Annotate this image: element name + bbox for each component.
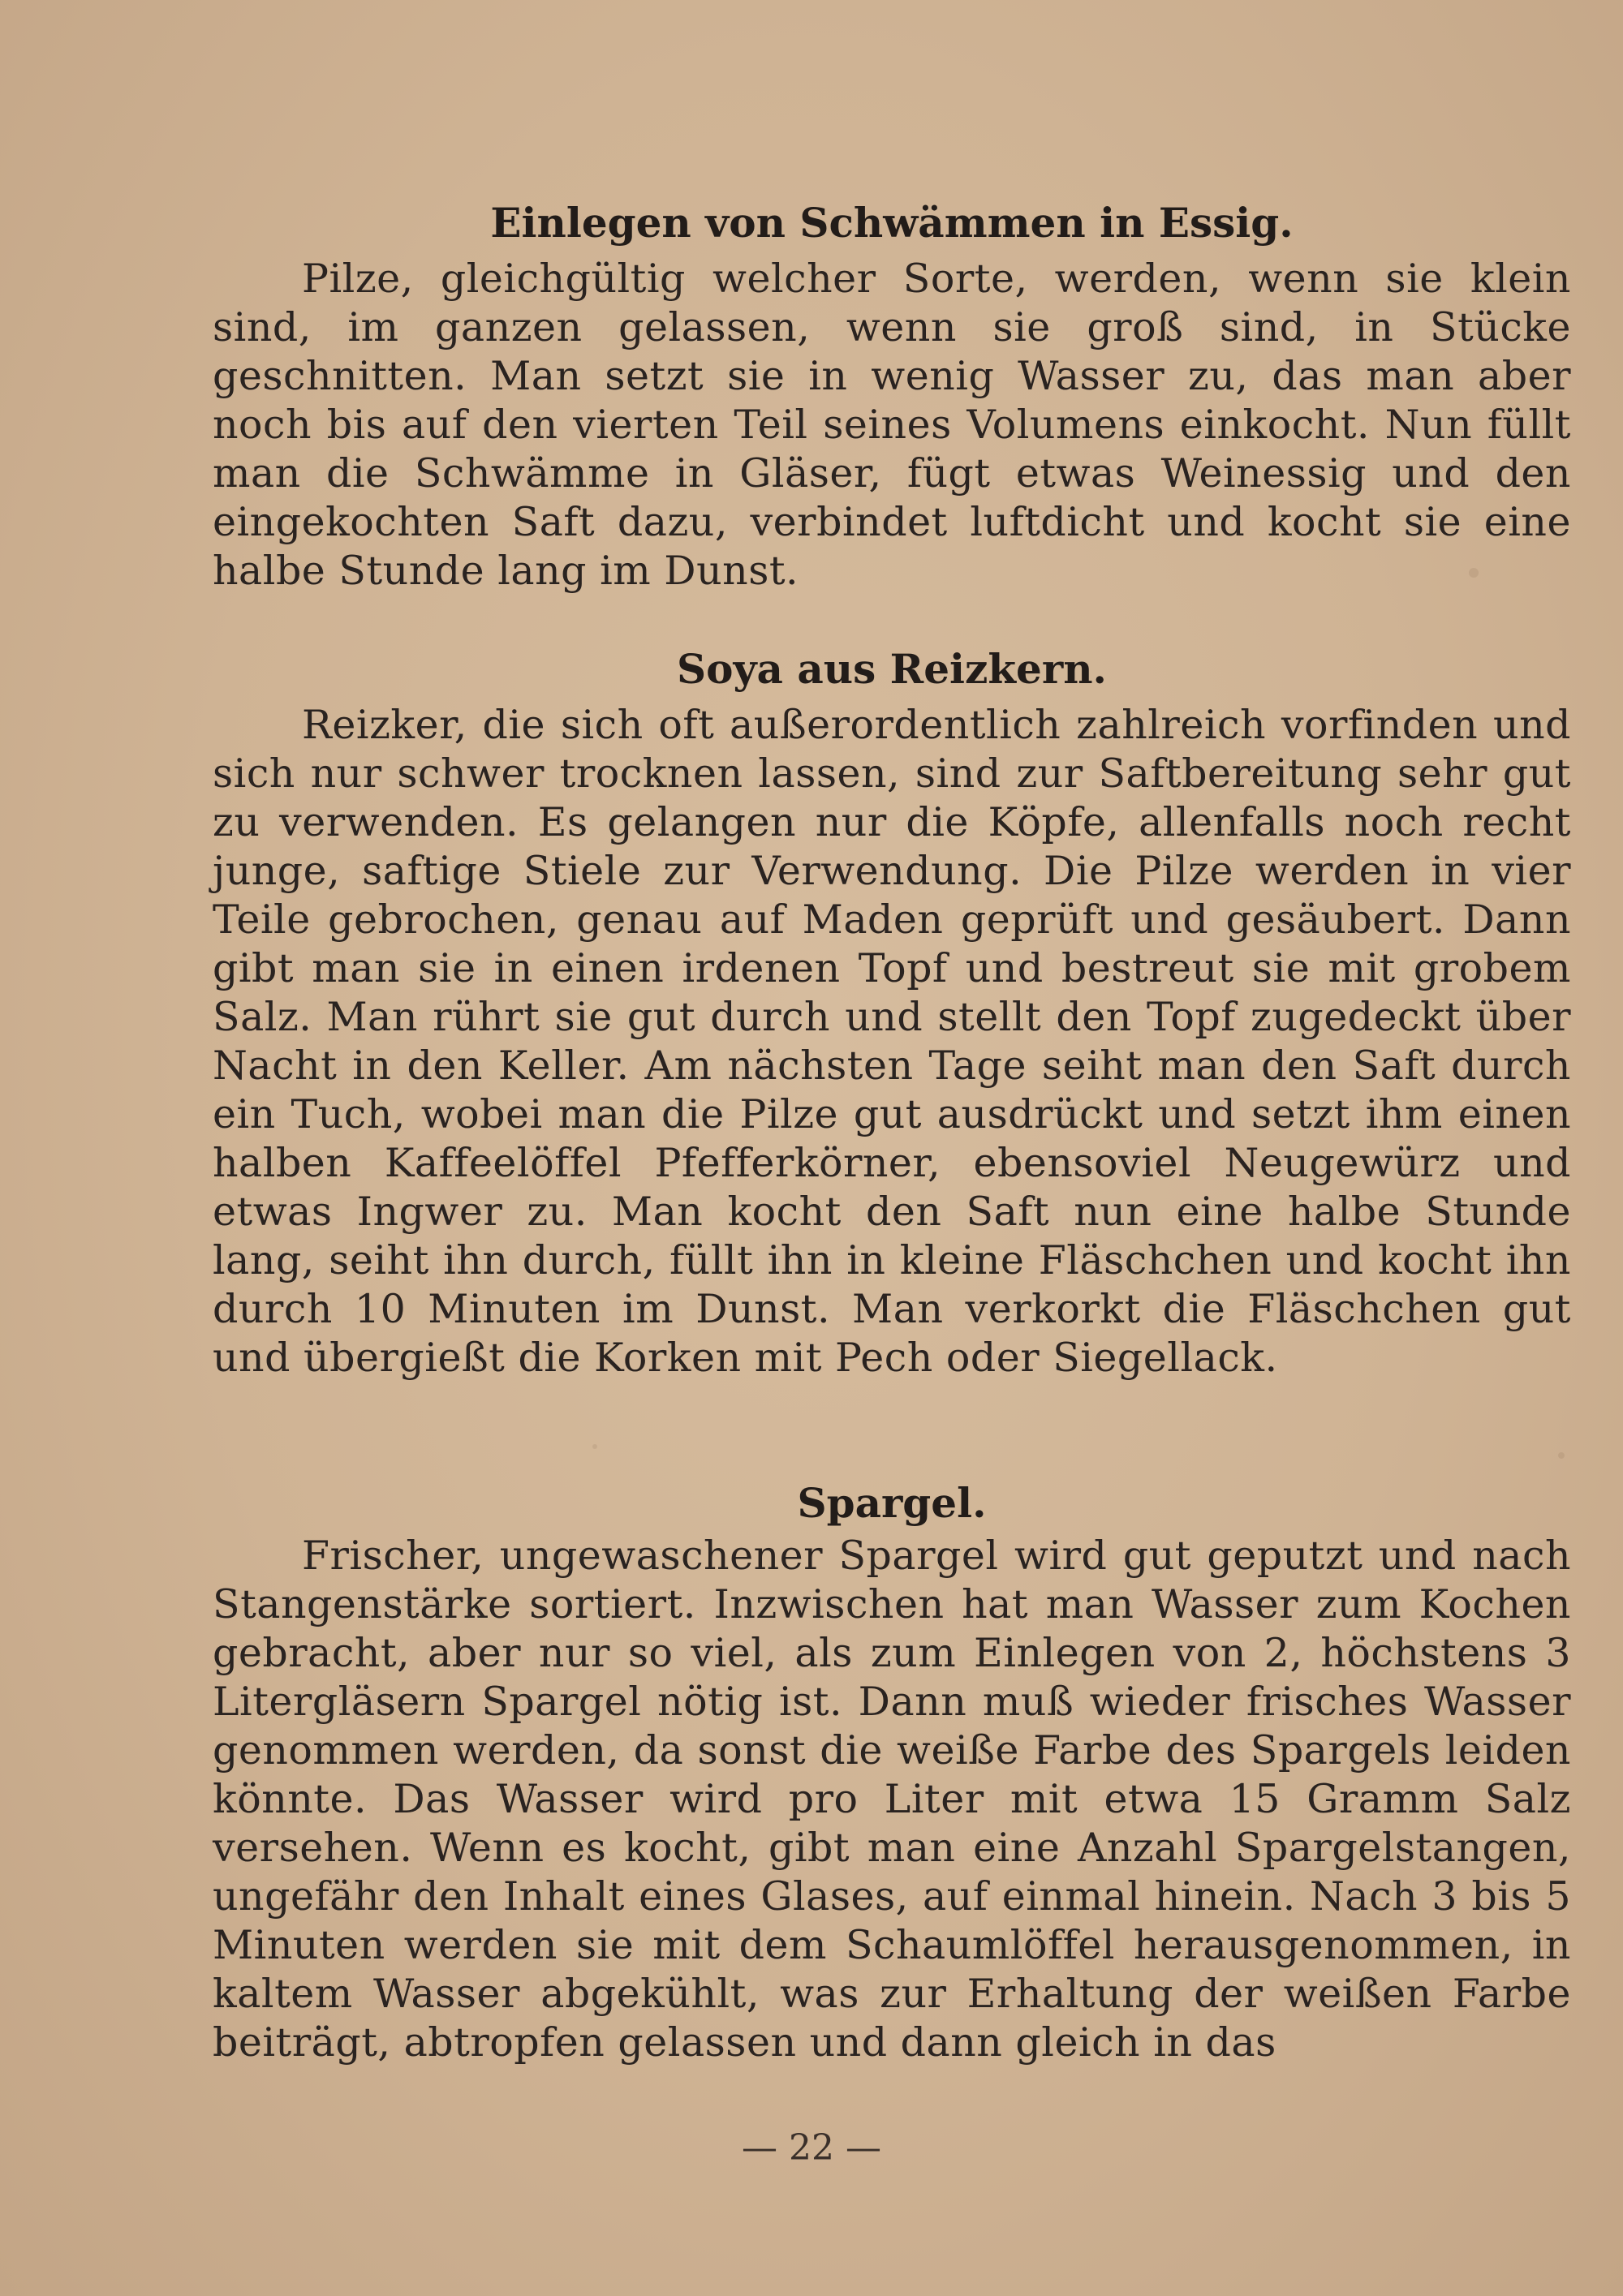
section-heading-soya: Soya aus Reizkern.: [677, 645, 1107, 693]
paper-speck: [592, 1444, 597, 1449]
paper-speck: [1558, 1452, 1565, 1459]
paragraph: Reizker, die sich oft außerordentlich zahlreich vorfinden und sich nur schwer trocknen lassen, sind zur Saftbereitung sehr gut zu verwenden. Es gelangen nur die Köpfe, allenfalls noch recht junge, saftige Stiele zur Verwendung. Die Pilze werden in vier Teile gebrochen, genau auf Maden geprüft und gesäubert. Dann gibt man sie in einen irdenen Topf und bestreut sie mit grobem Salz. Man rührt sie gut durch und stellt den Topf zugedeckt über Nacht in den Keller. Am nächsten Tage seiht man den Saft durch ein Tuch, wobei man die Pilze gut ausdrückt und setzt ihm einen halben Kaffeelöffel Pfefferkörner, ebensoviel Neugewürz und etwas Ingwer zu. Man kocht den Saft nun eine halbe Stunde lang, seiht ihn durch, füllt ihn in kleine Fläschchen und kocht ihn durch 10 Minuten im Dunst. Man verkorkt die Fläschchen gut und übergießt die Korken mit Pech oder Siegellack.: [213, 702, 1571, 1381]
section-heading-essig: Einlegen von Schwämmen in Essig.: [490, 199, 1294, 247]
section-body-spargel: [213, 1532, 1571, 2067]
section-body-essig: [213, 255, 1571, 595]
section-heading-spargel: Spargel.: [797, 1479, 987, 1527]
paragraph: Frischer, ungewaschener Spargel wird gut geputzt und nach Stangenstärke sortiert. Inzwischen hat man Wasser zum Kochen gebracht, aber nur so viel, als zum Einlegen von 2, höchstens 3 Litergläsern Spargel nötig ist. Dann muß wieder frisches Wasser genommen werden, da sonst die weiße Farbe des Spargels leiden könnte. Das Wasser wird pro Liter mit etwa 15 Gramm Salz versehen. Wenn es kocht, gibt man eine Anzahl Spargelstangen, ungefähr den Inhalt eines Glases, auf einmal hinein. Nach 3 bis 5 Minuten werden sie mit dem Schaumlöffel herausgenommen, in kaltem Wasser abgekühlt, was zur Erhaltung der weißen Farbe beiträgt, abtropfen gelassen und dann gleich in das: [213, 1533, 1571, 2066]
paragraph: Pilze, gleichgültig welcher Sorte, werden, wenn sie klein sind, im ganzen gelassen, wenn sie groß sind, in Stücke geschnitten. Man setzt sie in wenig Wasser zu, das man aber noch bis auf den vierten Teil seines Volumens einkocht. Nun füllt man die Schwämme in Gläser, fügt etwas Weinessig und den eingekochten Saft dazu, verbindet luftdicht und kocht sie eine halbe Stunde lang im Dunst.: [213, 256, 1571, 594]
section-body-soya: [213, 701, 1571, 1382]
page-number: — 22 —: [742, 2127, 881, 2169]
